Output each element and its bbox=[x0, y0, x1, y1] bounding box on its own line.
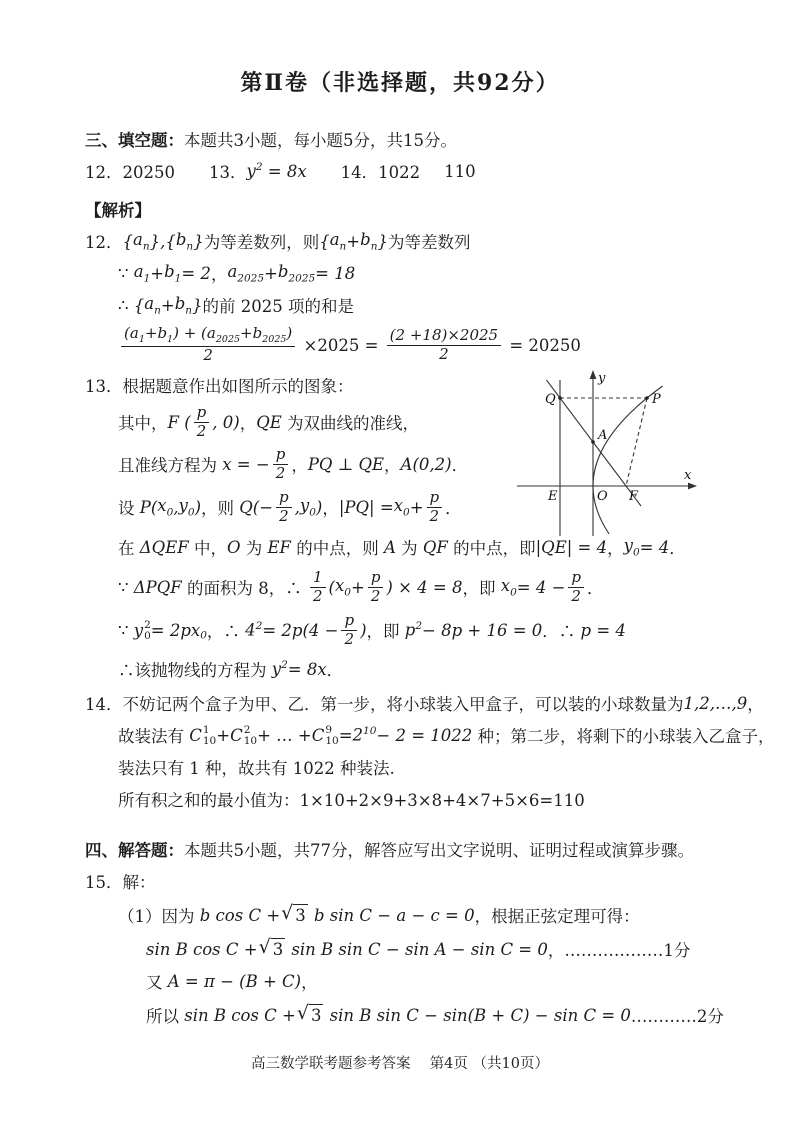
analysis-heading bbox=[85, 193, 717, 225]
text-run: 14．不妨记两个盒子为甲、乙．第一步，将小球装入甲盒子，可以装的小球数量为 bbox=[85, 695, 684, 714]
sol13-line7 bbox=[85, 609, 717, 651]
text-run: ． bbox=[451, 456, 469, 475]
text-run: ∵ bbox=[118, 577, 134, 597]
math-run: } bbox=[192, 295, 203, 315]
math-run: A(0,2) bbox=[400, 454, 452, 474]
text-run: 中， bbox=[193, 539, 227, 558]
math-run: Q(− bbox=[239, 497, 274, 517]
figure-label-p: P bbox=[652, 392, 661, 407]
text-run: ∵ bbox=[118, 263, 134, 283]
text-run: 设 bbox=[118, 499, 140, 518]
sol12-line2 bbox=[85, 257, 717, 289]
math-run: { bbox=[319, 231, 330, 251]
sol15-line4 bbox=[85, 965, 717, 997]
text-run: ， bbox=[291, 456, 308, 475]
math-subscript: $a_{2025}$ bbox=[227, 261, 265, 285]
math-run: ) bbox=[286, 324, 293, 343]
math-subscript: $b_{2025}$ bbox=[277, 261, 316, 285]
bold-text: 【解析】 bbox=[85, 201, 151, 220]
text-run: 的中点，则 bbox=[296, 539, 384, 558]
page-title: 第Ⅱ卷（非选择题，共92分） bbox=[240, 70, 560, 96]
parabola-curve bbox=[593, 386, 663, 534]
math-run: = 8x bbox=[287, 659, 327, 679]
math-run: + bbox=[350, 577, 365, 597]
text-run: 为等差数列，则 bbox=[203, 233, 320, 252]
math-run: , bbox=[294, 497, 300, 517]
sol15-line2 bbox=[85, 897, 717, 933]
math-run: = 18 bbox=[315, 263, 356, 283]
math-run: sin B cos C + bbox=[184, 1005, 296, 1025]
problem13-figure-container bbox=[505, 366, 700, 542]
math-run: x = − bbox=[222, 454, 270, 474]
text-run: ∴该抛物线的方程为 bbox=[118, 661, 272, 680]
text-run: ，则 bbox=[201, 499, 240, 518]
math-subscript: $b_1$ bbox=[157, 324, 174, 346]
math-run: + bbox=[264, 263, 278, 283]
math-run: + bbox=[216, 725, 231, 745]
fraction: $\frac{p}{2}$ bbox=[341, 612, 357, 648]
math-subscript: $x_0$ bbox=[393, 495, 410, 519]
math-subscript: $a_1$ bbox=[129, 324, 145, 346]
math-subscript: $b_1$ bbox=[164, 261, 182, 285]
sol14-line2 bbox=[85, 719, 775, 751]
text-run: = 20250 bbox=[504, 335, 581, 355]
text-run: 15．解： bbox=[85, 873, 156, 892]
page-footer: 高三数学联考题参考答案 第4页 （共10页） bbox=[251, 1056, 549, 1072]
text-run: 所以 bbox=[146, 1007, 185, 1026]
text-run: 在 bbox=[118, 539, 140, 558]
math-superscript: $4^2$ bbox=[245, 620, 263, 640]
sol15-line1 bbox=[85, 865, 717, 897]
fraction: $\frac{(2 +18)\times 2025}{2}$ bbox=[387, 327, 501, 363]
text-run: 12． bbox=[85, 233, 123, 252]
sqrt-expression: √ 3 bbox=[281, 901, 306, 925]
text-run: ， bbox=[210, 265, 228, 284]
math-run: QF bbox=[422, 537, 454, 557]
text-run: ， bbox=[547, 941, 565, 960]
problem13-figure bbox=[505, 366, 700, 538]
math-run: + bbox=[346, 231, 361, 251]
text-run: ． bbox=[587, 579, 604, 598]
text-run: ， bbox=[607, 539, 624, 558]
math-run: = bbox=[338, 725, 353, 745]
text-run: ． bbox=[445, 499, 462, 518]
text-run: ∵ bbox=[118, 620, 134, 640]
sol14-line4 bbox=[85, 783, 717, 815]
text-run: 本题共3小题，每小题5分，共15分。 bbox=[184, 131, 457, 150]
bold-text: 三、填空题： bbox=[85, 131, 184, 150]
math-superscript: $y^2$ bbox=[271, 659, 288, 679]
math-run: + bbox=[150, 263, 165, 283]
text-run: ×2025 = bbox=[298, 335, 384, 355]
math-run: A bbox=[383, 537, 402, 557]
math-run: ) × 4 = 8 bbox=[386, 577, 463, 597]
math-superscript: $y^2$ bbox=[246, 161, 263, 181]
math-subscript: $x_0$ bbox=[157, 495, 174, 519]
math-run: − 2 = 1022 bbox=[376, 725, 473, 745]
math-subscript: $y_0$ bbox=[299, 495, 316, 519]
math-run: = 2 bbox=[181, 263, 211, 283]
figure-label-e: E bbox=[548, 489, 558, 504]
math-run: , 0) bbox=[212, 412, 240, 432]
math-superscript: $2^{10}$ bbox=[352, 725, 377, 745]
text-run: ，∴ bbox=[206, 622, 246, 641]
math-subscript: $a_1$ bbox=[133, 261, 151, 285]
text-run: 为等差数列 bbox=[387, 233, 471, 252]
math-subscript: $y_0$ bbox=[623, 535, 640, 559]
sqrt-expression: √ 3 bbox=[258, 935, 284, 959]
sol12-line3 bbox=[85, 289, 717, 321]
math-run: ΔPQF bbox=[133, 577, 187, 597]
point-p bbox=[645, 396, 649, 400]
text-run: （1）因为 bbox=[118, 907, 200, 926]
figure-label-x: x bbox=[684, 468, 692, 483]
fraction: $\frac{(a_1+b_1) + (a_{2025}+b_{2025})}{2}$ bbox=[121, 325, 295, 364]
math-run: } bbox=[377, 231, 388, 251]
sol15-line3 bbox=[85, 933, 717, 965]
text-run: ， bbox=[301, 973, 318, 992]
text-run: ． bbox=[326, 661, 344, 680]
math-subscript: 0 bbox=[200, 629, 207, 642]
point-q bbox=[558, 396, 562, 400]
sol15-line5 bbox=[85, 997, 724, 1033]
math-run: p = 4 bbox=[580, 620, 626, 640]
math-run: ) bbox=[360, 620, 367, 640]
text-run: ，即 bbox=[462, 579, 501, 598]
sqrt-expression: √ 3 bbox=[296, 1001, 322, 1025]
math-subscript: $b_n$ bbox=[174, 293, 193, 317]
math-subsup: C 9 10 bbox=[311, 723, 339, 747]
math-run: { bbox=[133, 295, 145, 315]
math-run: = 8x bbox=[262, 161, 307, 181]
sol13-line6 bbox=[85, 565, 717, 609]
x-axis-arrow-icon bbox=[688, 483, 697, 490]
math-subscript: $a_n$ bbox=[329, 229, 347, 253]
point-a bbox=[591, 440, 595, 444]
math-run: } bbox=[193, 231, 204, 251]
text-run: 其中， bbox=[118, 414, 168, 433]
math-run: ) bbox=[315, 497, 323, 517]
text-run: 为双曲线的准线， bbox=[287, 414, 420, 433]
text-run: ， bbox=[384, 456, 401, 475]
math-run: sin B cos C + bbox=[146, 939, 258, 959]
math-run: , bbox=[173, 497, 179, 517]
text-run: ∴ bbox=[118, 295, 134, 315]
math-subscript: $y_0$ bbox=[178, 495, 195, 519]
sol14-line3 bbox=[85, 751, 717, 783]
math-run: sin B sin C − sin A − sin C = 0 bbox=[286, 939, 548, 959]
math-run: EF bbox=[267, 537, 297, 557]
text-run: ．∴ bbox=[542, 622, 581, 641]
text-run: ， bbox=[239, 414, 257, 433]
text-run: 的前 2025 项的和是 bbox=[202, 297, 354, 316]
math-run: |PQ| = bbox=[338, 497, 394, 517]
math-run: { bbox=[122, 231, 133, 251]
math-run: P( bbox=[139, 497, 158, 517]
fraction: $\frac{p}{2}$ bbox=[368, 569, 384, 605]
text-run: 110 bbox=[444, 161, 476, 181]
fraction: $\frac{p}{2}$ bbox=[273, 446, 289, 482]
text-run: 且准线方程为 bbox=[118, 456, 223, 475]
math-run: F ( bbox=[167, 412, 191, 432]
score-dots: ………………1分 bbox=[564, 941, 691, 960]
text-run: 为 bbox=[245, 539, 268, 558]
text-run: ，即 bbox=[366, 622, 405, 641]
text-run: ． bbox=[669, 539, 686, 558]
math-run: ) bbox=[194, 497, 201, 517]
math-superscript: $p^2$ bbox=[404, 620, 423, 640]
math-run: O bbox=[226, 537, 246, 557]
math-run: − 8p + 16 = 0 bbox=[422, 620, 543, 640]
math-run: QE bbox=[256, 412, 288, 432]
math-run: },{ bbox=[149, 231, 176, 251]
fill-in-answers bbox=[85, 155, 717, 187]
math-run: + … + bbox=[257, 725, 312, 745]
math-subscript: $a_n$ bbox=[144, 293, 161, 317]
text-run: 13．根据题意作出如图所示的图象： bbox=[85, 377, 354, 396]
math-run: A = π − (B + C) bbox=[167, 971, 302, 991]
math-run: + bbox=[240, 324, 253, 343]
math-run: ( bbox=[328, 577, 335, 597]
text-run: ， bbox=[747, 695, 764, 714]
math-run: b sin C − a − c = 0 bbox=[308, 905, 475, 925]
text-run: 所有积之和的最小值为：1×10+2×9+3×8+4×7+5×6=110 bbox=[118, 791, 585, 810]
text-run: 12．20250 bbox=[85, 163, 175, 182]
bold-text: 四、解答题： bbox=[85, 841, 184, 860]
math-subscript: $x_0$ bbox=[500, 575, 517, 599]
math-run: = 4 bbox=[639, 537, 670, 557]
math-subscript: $a_{2025}$ bbox=[206, 324, 241, 346]
math-subscript: $b_n$ bbox=[175, 229, 194, 253]
math-run: = 4 − bbox=[516, 577, 566, 597]
text-run: ，根据正弦定理可得： bbox=[474, 907, 640, 926]
math-subsup: C 2 10 bbox=[230, 723, 258, 747]
math-run: 1,2,…,9 bbox=[683, 693, 748, 713]
math-run: = 2p(4 − bbox=[262, 620, 339, 640]
sol12-line1 bbox=[85, 225, 717, 257]
math-run: + bbox=[144, 324, 158, 343]
text-run: 种；第二步，将剩下的小球装入乙盒子， bbox=[472, 727, 775, 746]
math-run: + bbox=[409, 497, 424, 517]
math-subsup: C 1 10 bbox=[189, 723, 217, 747]
sol13-line8 bbox=[85, 651, 717, 687]
text-run: 故装法有 bbox=[118, 727, 190, 746]
y-axis-arrow-icon bbox=[590, 370, 597, 379]
math-subscript: $b_n$ bbox=[360, 229, 378, 253]
math-run: sin B sin C − sin(B + C) − sin C = 0 bbox=[324, 1005, 631, 1025]
dashed-pf bbox=[626, 398, 647, 486]
math-subscript: $a_n$ bbox=[133, 229, 150, 253]
text-run: 的中点，即 bbox=[453, 539, 536, 558]
math-run: ( bbox=[124, 324, 130, 343]
text-run: ， bbox=[322, 499, 339, 518]
text-run: 本题共5小题，共77分，解答应写出文字说明、证明过程或演算步骤。 bbox=[184, 841, 694, 860]
figure-label-a: A bbox=[598, 428, 608, 443]
fraction: $\frac{p}{2}$ bbox=[194, 404, 210, 440]
sol12-line4 bbox=[85, 321, 717, 369]
math-run: b cos C + bbox=[199, 905, 281, 925]
answer-section-header bbox=[85, 833, 717, 865]
figure-label-y: y bbox=[598, 371, 606, 386]
score-dots: …………2分 bbox=[630, 1007, 724, 1026]
math-run: PQ ⊥ QE bbox=[307, 454, 385, 474]
sol14-line1 bbox=[85, 687, 764, 719]
text-run: 为 bbox=[401, 539, 423, 558]
fraction: $\frac{p}{2}$ bbox=[427, 489, 443, 525]
figure-label-f: F bbox=[629, 489, 639, 504]
math-subscript: $x_0$ bbox=[334, 575, 351, 599]
fill-in-header bbox=[85, 123, 717, 155]
math-subscript: $b_{2025}$ bbox=[252, 324, 287, 346]
math-run: + bbox=[160, 295, 175, 315]
figure-label-o: O bbox=[597, 489, 608, 504]
text-run: 14．1022 bbox=[340, 163, 421, 182]
figure-label-q: Q bbox=[545, 392, 556, 407]
math-run: = 2px bbox=[150, 620, 201, 640]
math-run: ΔQEF bbox=[139, 537, 194, 557]
fraction: $\frac{1}{2}$ bbox=[310, 569, 326, 605]
fraction: $\frac{p}{2}$ bbox=[276, 489, 292, 525]
math-run: |QE| = 4 bbox=[535, 537, 608, 557]
math-run: ) + ( bbox=[173, 324, 207, 343]
fraction: $\frac{p}{2}$ bbox=[568, 569, 584, 605]
text-run: 又 bbox=[146, 973, 168, 992]
answer-sheet-content bbox=[85, 123, 775, 1033]
text-run: 13． bbox=[209, 163, 247, 182]
text-run: 装法只有 1 种，故共有 1022 种装法. bbox=[118, 759, 395, 778]
math-subsup: y 2 0 bbox=[133, 618, 151, 642]
text-run: 的面积为 8，∴ bbox=[187, 579, 307, 598]
